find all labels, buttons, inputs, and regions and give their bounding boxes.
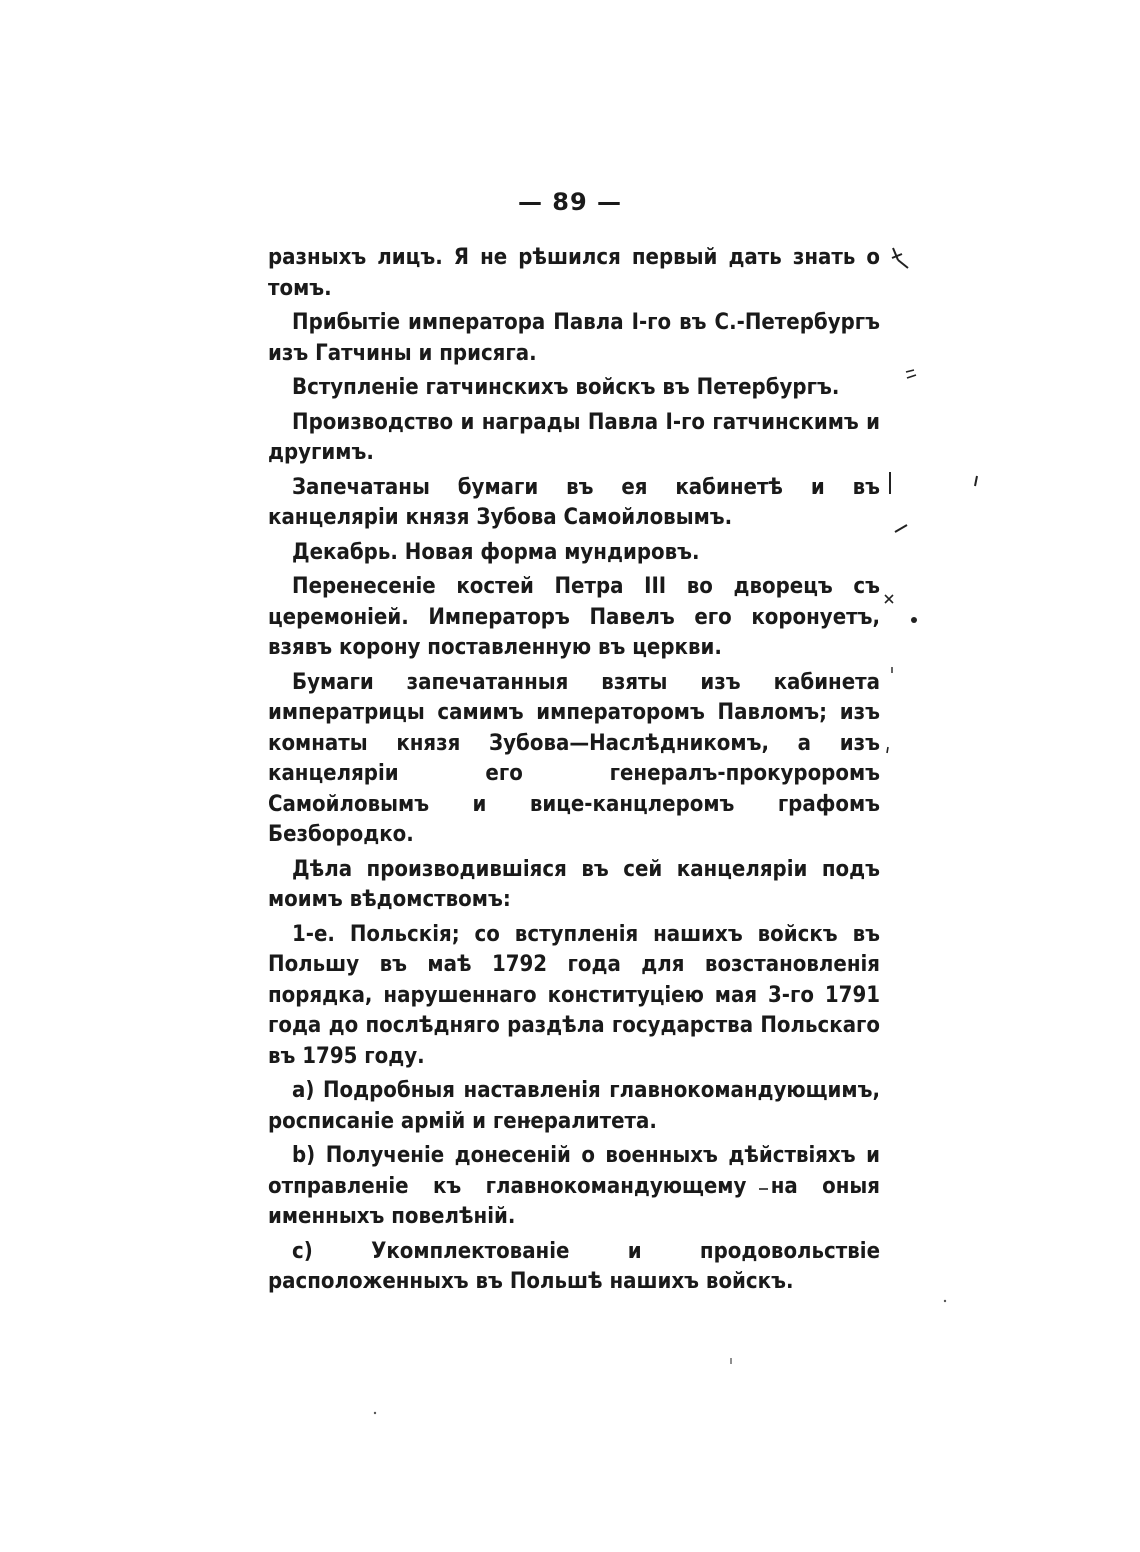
- margin-mark: [882, 592, 896, 606]
- margin-mark: [524, 1118, 532, 1128]
- paragraph: c) Укомплектованіе и продовольствіе расположенныхъ въ Польшѣ нашихъ войскъ.: [268, 1238, 880, 1294]
- margin-mark: [910, 616, 918, 624]
- margin-mark: [888, 665, 896, 675]
- paragraph: Дѣла производившіяся въ сей канцеляріи подъ моимъ вѣдомствомъ:: [268, 856, 880, 912]
- paragraph: 1-е. Польскія; со вступленія нашихъ войскъ въ Польшу въ маѣ 1792 года для возстановленія порядка, нарушеннаго конституціею мая 3-го 1791 года до послѣдняго раздѣла государства Польскаго въ 1795 году.: [268, 921, 880, 1069]
- paragraph: Перенесеніе костей Петра III во дворецъ съ церемоніей. Императоръ Павелъ его коронуетъ, взявъ корону поставленную въ церкви.: [268, 574, 880, 660]
- paragraph: Вступленіе гатчинскихъ войскъ въ Петербургъ.: [292, 375, 840, 400]
- paragraph: Декабрь. Новая форма мундировъ.: [292, 539, 700, 565]
- page-number: — 89 —: [517, 188, 623, 216]
- paragraph: b) Полученіе донесеній о военныхъ дѣйствіяхъ и отправленіе къ главнокомандующему на оныя именныхъ повелѣній.: [268, 1143, 880, 1229]
- body-text: [268, 243, 880, 1302]
- paragraph: Прибытіе императора Павла I-го въ С.-Петербургъ изъ Гатчины и присяга.: [268, 310, 880, 366]
- margin-mark: [886, 470, 894, 496]
- margin-mark: [972, 474, 980, 488]
- paragraph: a) Подробныя наставленія главнокомандующимъ, росписаніе армій и генералитета.: [268, 1078, 880, 1134]
- margin-mark: [884, 745, 892, 755]
- paragraph: Производство и награды Павла I-го гатчинскимъ и другимъ.: [268, 409, 880, 465]
- margin-mark: [942, 1298, 948, 1304]
- paragraph: Бумаги запечатанныя взяты изъ кабинета императрицы самимъ императоромъ Павломъ; изъ комнаты князя Зубова—Наслѣдникомъ, а изъ канцеляріи его генералъ-прокуроромъ Самойловымъ и вице-канцлеромъ графомъ Безбородко.: [268, 669, 880, 847]
- paragraph: разныхъ лицъ. Я не рѣшился первый дать знать о томъ.: [268, 245, 880, 301]
- margin-mark: [758, 1186, 770, 1192]
- margin-mark: [904, 368, 918, 380]
- margin-mark: [890, 246, 912, 272]
- margin-mark: [372, 1410, 378, 1416]
- margin-mark: [893, 522, 909, 534]
- paragraph: Запечатаны бумаги въ ея кабинетѣ и въ канцеляріи князя Зубова Самойловымъ.: [268, 474, 880, 530]
- margin-mark: [728, 1356, 734, 1366]
